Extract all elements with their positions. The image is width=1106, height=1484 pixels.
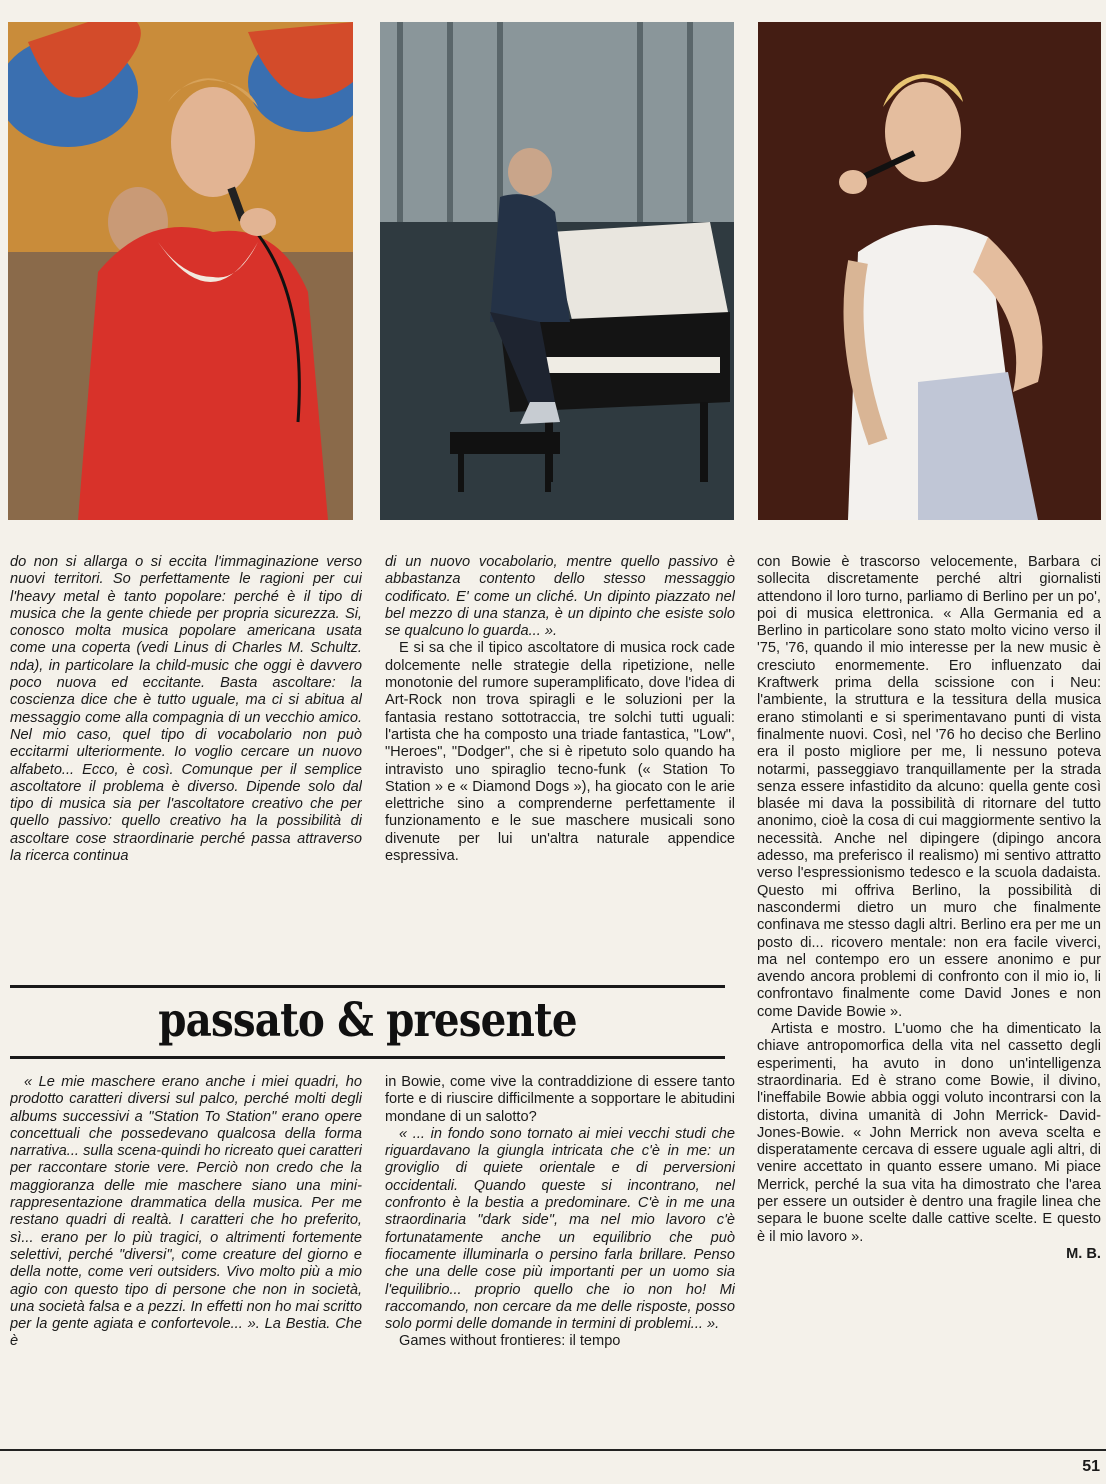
photo-bowie-red-jacket xyxy=(8,22,353,520)
headline-rule-bottom xyxy=(10,1056,725,1059)
headline-rule-top xyxy=(10,985,725,988)
article-column-bottom-middle xyxy=(385,1074,735,1446)
photo-bowie-piano xyxy=(380,22,734,520)
photo-bowie-white-shirt xyxy=(758,22,1101,520)
paragraph: di un nuovo vocabolario, mentre quello passivo è abbastanza contento dello stesso messaggio codificato. E' come un cliché. Un dipinto piazzato nel bel mezzo di una stanza, è un dipinto che esiste solo se qualcuno lo guarda... ». xyxy=(385,554,735,640)
paragraph: do non si allarga o si eccita l'immaginazione verso nuovi territori. So perfettamente le ragioni per cui l'heavy metal è tanto popolare: perché è il tipo di musica che la gente chiede per propria sicurezza. Si, conosco molta musica popolare americana usata come una coperta (vedi Linus di Charles M. Schultz. nda), in particolare la child-music che oggi è davvero poco nuova ed eccitante. Basta ascoltare: la coscienza dice che è tutto uguale, ma ci si abitua al messaggio come alla compagnia di un vecchio amico. Nel mio caso, quel tipo di vocabolario non può eccitarmi ulteriormente. Io voglio cercare un nuovo alfabeto... Ecco, è così. Comunque per il semplice ascoltatore il problema è diverso. Dipende solo dal tipo di musica sia per l'ascoltatore creativo che per quello passivo: quello creativo ha la possibilità di ascoltare cose straordinarie perché passa attraverso la ricerca continua xyxy=(10,554,362,865)
section-headline: passato & presente xyxy=(158,993,577,1048)
article-column-bottom-left xyxy=(10,1074,362,1446)
article-column-top-left xyxy=(10,554,362,974)
paragraph: in Bowie, come vive la contraddizione di essere tanto forte e di riuscire difficilmente a sopportare le abitudini mondane di un salotto? xyxy=(385,1074,735,1125)
author-signature: M. B. xyxy=(1066,1245,1101,1262)
paragraph: Artista e mostro. L'uomo che ha dimenticato la chiave antropomorfica della vita nel cassetto degli esperimenti, ha avuto in dono un'intelligenza straordinaria. Ed è strano come Bowie, il divino, l'ineffabile Bowie abbia oggi voluto incontrarsi con la distorta, divina umanità di John Merrick- David-Jones-Bowie. « John Merrick non aveva scelta e disperatamente cercava di essere uguale agli altri, di venire accettato in quanto essere umano. Mi piace Merrick, perché la sua vita ha dimostrato che l'area per essere un outsider è dentro una fragile linea che separa le buone scelte dalle cattive scelte. E questo è il mio lavoro ». xyxy=(757,1021,1101,1245)
article-column-top-middle xyxy=(385,554,735,974)
paragraph: con Bowie è trascorso velocemente, Barbara ci sollecita discretamente perché altri giornalisti attendono il loro turno, parliamo di Berlino per un po', poi di musica elettronica. « Alla Germania ed a Berlino in particolare sono stato molto vicino verso il '75, '76, quando il mio interesse per la new music è cresciuto enormemente. Ero influenzato dai Kraftwerk prima della scissione con i Neu: l'ambiente, la struttura e la tessitura della musica erano stimolanti e si sperimentavano punti di vista finalmente nuovi. Così, nel '76 ho deciso che Berlino era il posto migliore per me, li nessuno poteva notarmi, passeggiavo tranquillamente per la strada senza essere infastidito da alcuno: quella gente così blasée mi dava la possibilità di ritornare del tutto anonimo, cioè la cosa di cui maggiormente sentivo la necessità. Anche nel dipingere (dipingo ancora adesso, ma preferisco il realismo) mi sentivo attratto verso l'espressionismo tedesco e la scuola dadaista. Questo mi offriva Berlino, la possibilità di nascondermi dietro un muro che finalmente confinava me stesso dagli altri. Berlino era per me un posto di... ricovero mentale: non era facile viverci, ma nel contempo ero un essere anonimo e pur avendo ancora problemi di confronto con il mio io, li confrontavo finalmente come David Jones e non come Davide Bowie ». xyxy=(757,554,1101,1020)
paragraph: « Le mie maschere erano anche i miei quadri, ho prodotto caratteri diversi sul palco, perché molti degli albums successivi a "Station To Station" erano opere concettuali che possedevano qualcosa della forma narrativa... sulla scena-quindi ho ricreato quei caratteri per raccontare storie vere. Perciò non credo che la maggioranza delle mie maschere siano una mini-rappresentazione drammatica della musica. Per me restano quadri di realtà. I caratteri che ho preferito, sì... erano per lo più tragici, o altrimenti fortemente selettivi, perché "diversi", come creature del giorno e della notte, come veri outsiders. Vivo molto più a mio agio con questo tipo di persone che non in società, una società falsa e a pezzi. In effetti non ho mai scritto per la gente agiata e confortevole... ». La Bestia. Che è xyxy=(10,1074,362,1350)
article-column-right xyxy=(757,554,1101,1439)
page-number: 51 xyxy=(1082,1458,1100,1475)
paragraph: Games without frontieres: il tempo xyxy=(399,1333,621,1350)
paragraph: E si sa che il tipico ascoltatore di musica rock cade dolcemente nelle strategie della ripetizione, nelle monotonie del rumore superamplificato, dove l'idea di Art-Rock non trova spiragli e le soluzioni per la fantasia restano sottotraccia, tre solchi tutti uguali: l'artista che ha composto una triade fantastica, "Low", "Heroes", "Dodger", che si è ripetuto solo quando ha intravisto uno spiraglio tecno-funk (« Station To Station » e « Diamond Dogs »), ha giocato con le arie elettriche sino a comprenderne perfettamente il funzionamento e le sue maschere musicali sono divenute per lui un'altra naturale appendice espressiva. xyxy=(385,640,735,865)
footer-rule xyxy=(0,1449,1106,1451)
paragraph: « ... in fondo sono tornato ai miei vecchi studi che riguardavano la giungla intricata che c'è in me: un groviglio di quiete orientale e di perversioni occidentali. Quando queste si incontrano, nel confronto è la bestia a predominare. C'è in me una straordinaria "dark side", ma nel mio lavoro c'è fortunatamente anche un equilibrio che può fiocamente illuminarla o persino farla brillare. Penso che una delle cose più importanti per un uomo sia l'equilibrio... proprio quello che io non ho! Mi raccomando, non cercare da me delle risposte, posso solo pormi delle domande in termini di problemi... ». xyxy=(385,1125,735,1333)
